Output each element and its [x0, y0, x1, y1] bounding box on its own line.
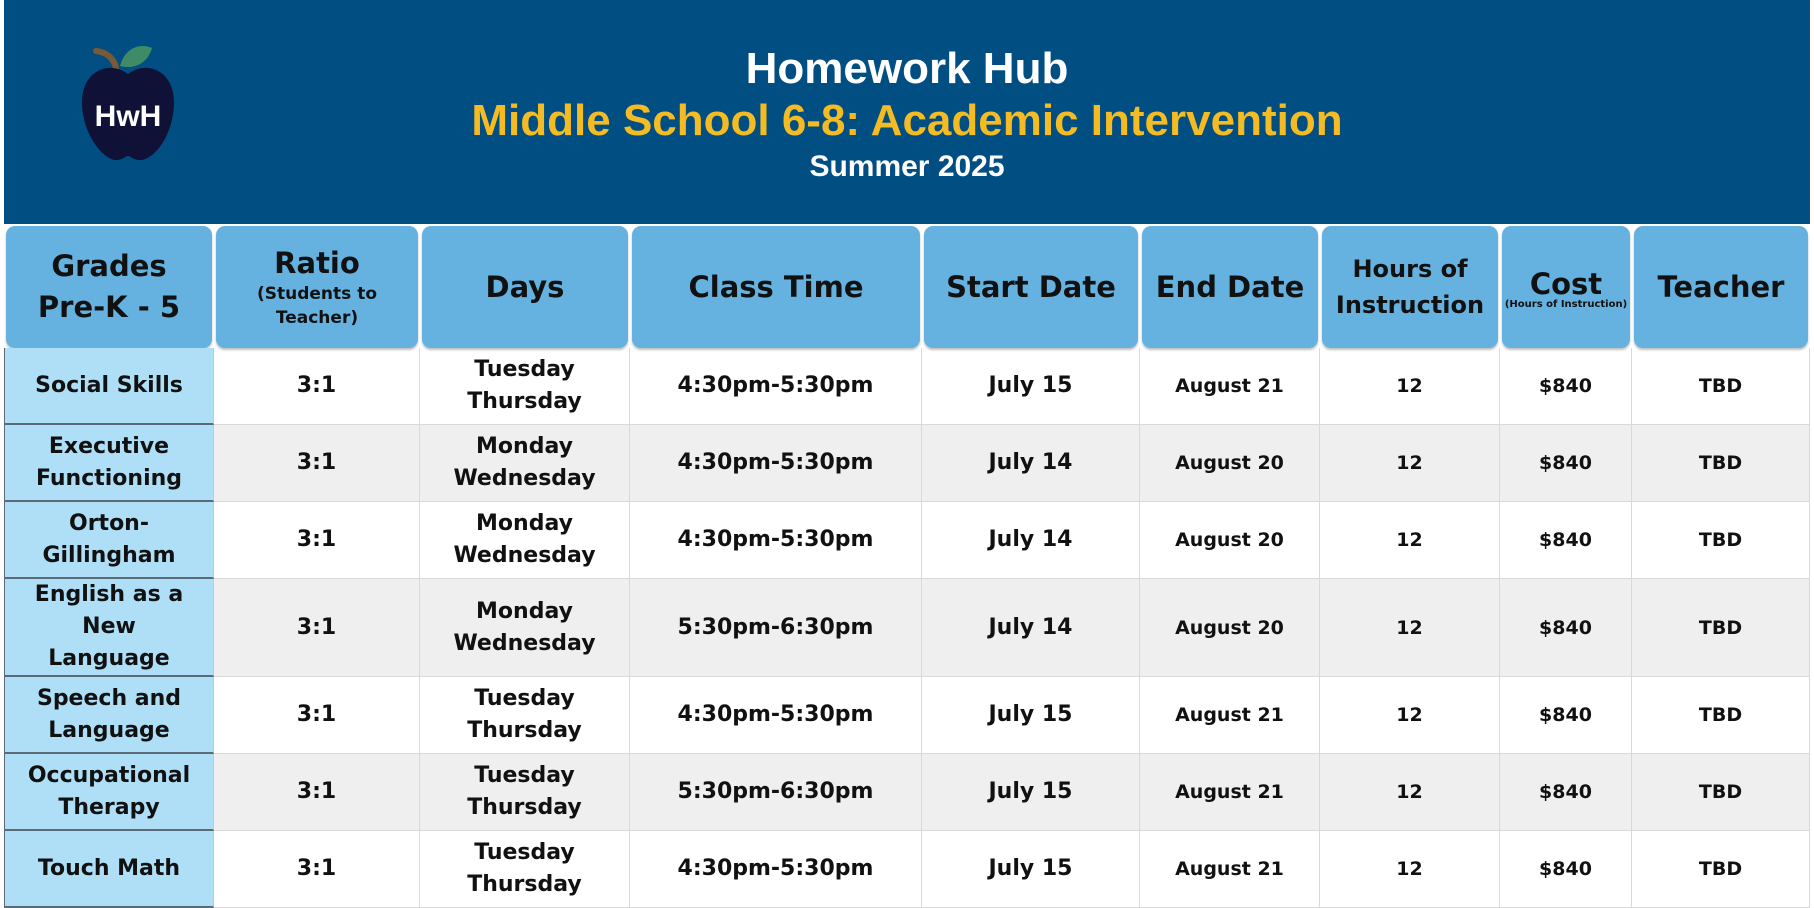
- hours-cell: [1320, 425, 1500, 502]
- class-time-label: Class Time: [688, 270, 864, 304]
- end-date-label: End Date: [1155, 270, 1305, 304]
- days-cell: [420, 831, 630, 908]
- ratio-cell: [214, 677, 420, 754]
- hours-cell-text: 12: [1396, 375, 1423, 397]
- ratio-sub-1: (Students to: [256, 284, 377, 304]
- header-cell-ratio: [214, 226, 420, 348]
- teacher-cell: [1632, 831, 1810, 908]
- teacher-cell: [1632, 348, 1810, 425]
- cost-cell: [1500, 502, 1632, 579]
- days-label: Days: [485, 270, 565, 304]
- end-date-cell: [1140, 677, 1320, 754]
- header-cell-class-time: [630, 226, 922, 348]
- teacher-cell: [1632, 502, 1810, 579]
- hours-label-2: Instruction: [1335, 291, 1485, 319]
- header-cell-end-date: [1140, 226, 1320, 348]
- end-date-cell-text: August 21: [1175, 704, 1284, 726]
- days-cell-text: Tuesday: [474, 357, 575, 382]
- ratio-cell: [214, 348, 420, 425]
- course-name-cell-text: Executive: [48, 433, 170, 459]
- hours-cell-text: 12: [1396, 616, 1423, 639]
- days-cell: [420, 502, 630, 579]
- days-cell: [420, 579, 630, 677]
- season-label: Summer 2025: [809, 150, 1005, 183]
- days-cell-text: Wednesday: [453, 630, 596, 656]
- cost-sub-label: (Hours of Instruction): [1504, 298, 1628, 310]
- course-name-cell-text: Occupational: [27, 762, 191, 788]
- hours-cell-text: 12: [1396, 858, 1423, 880]
- days-cell-text: Thursday: [467, 872, 582, 897]
- days-cell: [420, 677, 630, 754]
- start-date-cell: [922, 502, 1140, 579]
- cost-cell-text: $840: [1539, 858, 1592, 880]
- start-date-cell: [922, 754, 1140, 831]
- teacher-cell-text: TBD: [1698, 452, 1743, 474]
- end-date-cell-text: August 21: [1175, 375, 1284, 397]
- end-date-cell: [1140, 831, 1320, 908]
- hours-cell-text: 12: [1396, 781, 1423, 803]
- start-date-cell-text: July 14: [988, 614, 1073, 640]
- ratio-cell-text: 3:1: [296, 614, 337, 640]
- table-row: [4, 831, 1810, 908]
- cost-cell: [1500, 425, 1632, 502]
- schedule-body: [4, 348, 1810, 908]
- days-cell: [420, 348, 630, 425]
- grades-label: Grades: [51, 249, 167, 283]
- hours-cell: [1320, 677, 1500, 754]
- days-cell-text: Tuesday: [474, 840, 575, 865]
- ratio-cell-text: 3:1: [296, 702, 337, 727]
- start-date-cell-text: July 15: [988, 856, 1073, 881]
- ratio-cell: [214, 502, 420, 579]
- teacher-cell-text: TBD: [1698, 704, 1743, 726]
- course-name-cell-text: Social Skills: [35, 372, 183, 398]
- class-time-cell: [630, 677, 922, 754]
- teacher-cell-text: TBD: [1698, 375, 1743, 397]
- ratio-label: Ratio: [274, 246, 360, 280]
- days-cell-text: Wednesday: [453, 543, 596, 568]
- start-date-cell-text: July 15: [988, 779, 1073, 804]
- header-row: [4, 226, 1810, 348]
- hours-cell: [1320, 831, 1500, 908]
- class-time-cell-text: 4:30pm-5:30pm: [677, 527, 874, 552]
- header-cell-cost: [1500, 226, 1632, 348]
- teacher-cell: [1632, 579, 1810, 677]
- days-cell-text: Monday: [476, 598, 573, 624]
- hours-cell: [1320, 502, 1500, 579]
- end-date-cell: [1140, 425, 1320, 502]
- header-banner: [4, 0, 1810, 224]
- days-cell: [420, 754, 630, 831]
- start-date-cell-text: July 14: [988, 527, 1073, 552]
- days-cell-text: Wednesday: [453, 466, 596, 491]
- hours-cell-text: 12: [1396, 529, 1423, 551]
- days-cell-text: Tuesday: [474, 686, 575, 711]
- ratio-cell: [214, 831, 420, 908]
- table-row: [4, 502, 1810, 579]
- start-date-cell: [922, 677, 1140, 754]
- class-time-cell-text: 4:30pm-5:30pm: [677, 702, 874, 727]
- course-name-cell: [4, 502, 214, 579]
- start-date-cell: [922, 425, 1140, 502]
- end-date-cell: [1140, 502, 1320, 579]
- end-date-cell: [1140, 754, 1320, 831]
- course-name-cell-text: English as a New: [34, 582, 184, 639]
- end-date-cell: [1140, 579, 1320, 677]
- ratio-sub-2: Teacher): [275, 308, 359, 328]
- class-time-cell: [630, 425, 922, 502]
- start-date-cell-text: July 15: [988, 702, 1073, 727]
- course-name-cell-text: Speech and: [36, 685, 182, 711]
- grades-range: Pre-K - 5: [37, 290, 181, 324]
- course-name-cell: [4, 425, 214, 502]
- ratio-cell-text: 3:1: [296, 527, 337, 552]
- logo-text: HwH: [94, 100, 162, 133]
- class-time-cell-text: 4:30pm-5:30pm: [677, 373, 874, 398]
- hours-cell: [1320, 754, 1500, 831]
- program-subtitle: Middle School 6-8: Academic Intervention: [471, 96, 1343, 145]
- cost-cell-text: $840: [1539, 529, 1592, 551]
- end-date-cell-text: August 20: [1175, 529, 1284, 551]
- days-cell-text: Monday: [476, 434, 573, 459]
- start-date-cell-text: July 14: [988, 450, 1073, 475]
- ratio-cell: [214, 425, 420, 502]
- header-cell-days: [420, 226, 630, 348]
- end-date-cell-text: August 20: [1175, 616, 1284, 639]
- hours-cell-text: 12: [1396, 704, 1423, 726]
- ratio-cell: [214, 754, 420, 831]
- teacher-cell: [1632, 425, 1810, 502]
- days-cell-text: Tuesday: [474, 763, 575, 788]
- start-date-cell: [922, 831, 1140, 908]
- ratio-cell-text: 3:1: [296, 779, 337, 804]
- end-date-cell-text: August 21: [1175, 781, 1284, 803]
- teacher-cell-text: TBD: [1698, 616, 1743, 639]
- header-cell-teacher: [1632, 226, 1810, 348]
- days-cell-text: Thursday: [467, 795, 582, 820]
- cost-cell: [1500, 579, 1632, 677]
- class-time-cell: [630, 579, 922, 677]
- end-date-cell: [1140, 348, 1320, 425]
- course-name-cell-text: Language: [48, 646, 170, 671]
- cost-cell-text: $840: [1539, 781, 1592, 803]
- cost-cell-text: $840: [1539, 452, 1592, 474]
- course-name-cell-text: Language: [48, 717, 170, 743]
- start-date-cell-text: July 15: [988, 373, 1073, 398]
- header-cell-hours: [1320, 226, 1500, 348]
- class-time-cell-text: 5:30pm-6:30pm: [677, 779, 874, 804]
- days-cell: [420, 425, 630, 502]
- start-date-cell: [922, 579, 1140, 677]
- cost-cell-text: $840: [1539, 616, 1592, 639]
- class-time-cell-text: 4:30pm-5:30pm: [677, 450, 874, 475]
- hours-cell: [1320, 348, 1500, 425]
- cost-cell-text: $840: [1539, 704, 1592, 726]
- days-cell-text: Monday: [476, 511, 573, 536]
- course-name-cell-text: Functioning: [35, 465, 183, 491]
- cost-cell: [1500, 831, 1632, 908]
- teacher-cell: [1632, 677, 1810, 754]
- table-row: [4, 425, 1810, 502]
- hours-label-1: Hours of: [1352, 255, 1468, 283]
- teacher-cell-text: TBD: [1698, 781, 1743, 803]
- page-title: Homework Hub: [745, 44, 1069, 93]
- cost-cell: [1500, 677, 1632, 754]
- teacher-cell: [1632, 754, 1810, 831]
- class-time-cell-text: 5:30pm-6:30pm: [677, 614, 874, 640]
- class-time-cell-text: 4:30pm-5:30pm: [677, 856, 874, 881]
- days-cell-text: Thursday: [467, 718, 582, 743]
- ratio-cell-text: 3:1: [296, 373, 337, 398]
- start-date-cell: [922, 348, 1140, 425]
- schedule-table: [4, 226, 1810, 908]
- ratio-cell: [214, 579, 420, 677]
- cost-cell-text: $840: [1539, 375, 1592, 397]
- table-row: [4, 348, 1810, 425]
- teacher-cell-text: TBD: [1698, 858, 1743, 880]
- end-date-cell-text: August 20: [1175, 452, 1284, 474]
- course-name-cell: [4, 754, 214, 831]
- course-name-cell-text: Touch Math: [37, 855, 181, 881]
- hours-cell: [1320, 579, 1500, 677]
- hours-cell-text: 12: [1396, 452, 1423, 474]
- teacher-label: Teacher: [1657, 270, 1785, 304]
- course-name-cell-text: Orton-Gillingham: [42, 510, 176, 568]
- class-time-cell: [630, 831, 922, 908]
- ratio-cell-text: 3:1: [296, 856, 337, 881]
- cost-label: Cost: [1529, 266, 1603, 301]
- table-row: [4, 754, 1810, 831]
- cost-cell: [1500, 348, 1632, 425]
- ratio-cell-text: 3:1: [296, 450, 337, 475]
- course-name-cell: [4, 348, 214, 425]
- class-time-cell: [630, 348, 922, 425]
- days-cell-text: Thursday: [467, 389, 582, 414]
- end-date-cell-text: August 21: [1175, 858, 1284, 880]
- table-row: [4, 677, 1810, 754]
- course-name-cell-text: Therapy: [58, 794, 160, 820]
- class-time-cell: [630, 754, 922, 831]
- header-cell-grades: [4, 226, 214, 348]
- class-time-cell: [630, 502, 922, 579]
- cost-cell: [1500, 754, 1632, 831]
- header-cell-start-date: [922, 226, 1140, 348]
- course-name-cell: [4, 677, 214, 754]
- start-date-label: Start Date: [946, 270, 1116, 304]
- course-name-cell: [4, 831, 214, 908]
- teacher-cell-text: TBD: [1698, 529, 1743, 551]
- table-row: [4, 579, 1810, 677]
- course-name-cell: [4, 579, 214, 677]
